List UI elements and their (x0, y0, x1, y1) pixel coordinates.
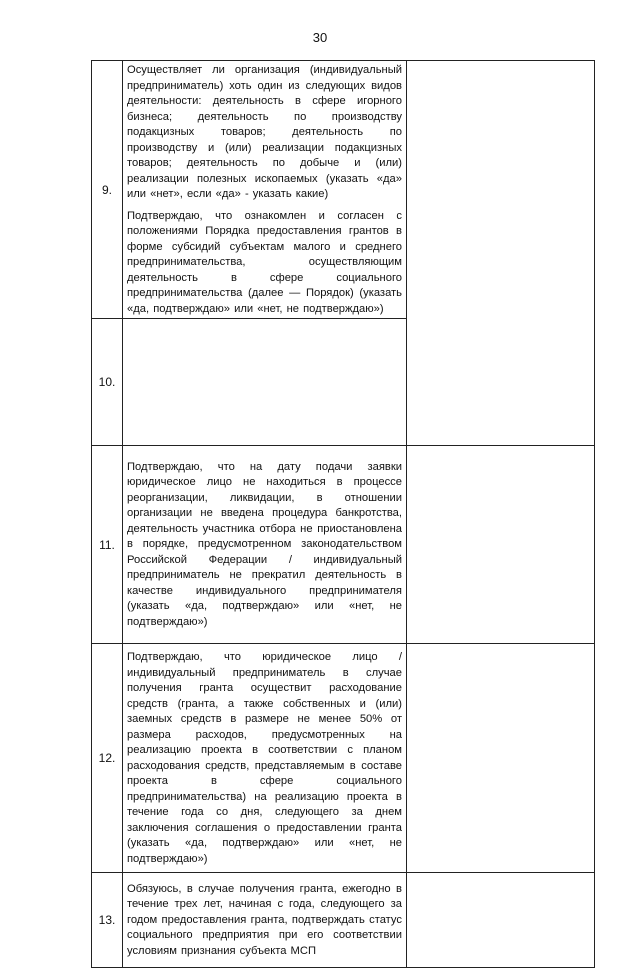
question-text: Обязуюсь, в случае получения гранта, ежегодно в течение трех лет, начиная с года, следующего за годом предоставления гранта, подтверждать статус социального предприятия при его соответствии условиям признания субъекта МСП (127, 882, 402, 957)
answer-cell[interactable] (407, 644, 595, 873)
row-number: 10. (92, 319, 123, 446)
table-row (92, 873, 595, 968)
row-number: 13. (92, 873, 123, 968)
table-row (92, 644, 595, 873)
question-text: Подтверждаю, что ознакомлен и согласен с положениями Порядка предоставления грантов в форме субсидий субъектам малого и среднего предпринимательства, осуществляющим деятельность в сфере социального предпринимательства (далее — Порядок) (указать «да, подтверждаю» или «нет, не подтверждаю») (127, 209, 402, 315)
question-cell (123, 644, 407, 873)
table-row (92, 446, 595, 644)
table-row (92, 61, 595, 319)
question-text: Осуществляет ли организация (индивидуальный предприниматель) хоть один из следующих видов деятельности: деятельность в сфере игорного бизнеса; деятельность по производству подакцизных товаров; деятельность по производству и (или) реализации подакцизных товаров; деятельность по добыче и (или) реализации полезных ископаемых (указать «да» или «нет», если «да» - указать какие) (127, 64, 402, 200)
questionnaire-table (91, 60, 595, 968)
question-cell (123, 446, 407, 644)
row-number: 9. (92, 61, 123, 319)
question-cell (123, 873, 407, 968)
answer-cell[interactable] (407, 873, 595, 968)
answer-cell[interactable] (407, 61, 595, 446)
question-cell (123, 61, 407, 319)
question-text: Подтверждаю, что юридическое лицо / индивидуальный предприниматель в случае получения гранта осуществит расходование средств (гранта, а также собственных и (или) заемных средств в размере не менее 50% от размера расходов, предусмотренных на реализацию проекта в соответствии с планом расходования средств, представляемым в составе проекта в сфере социального предпринимательства) на реализацию проекта в течение года со дня, следующего за днем заключения соглашения о предоставлении гранта (указать «да, подтверждаю» или «нет, не подтверждаю») (127, 651, 402, 865)
question-text: Подтверждаю, что на дату подачи заявки юридическое лицо не находиться в процессе реорганизации, ликвидации, в отношении организации не введена процедура банкротства, деятельность участника отбора не приостановлена в порядке, предусмотренном законодательством Российской Федерации / индивидуальный предприниматель не прекратил деятельность в качестве индивидуального предпринимателя (указать «да, подтверждаю» или «нет, не подтверждаю») (127, 460, 402, 628)
row-number: 11. (92, 446, 123, 644)
answer-cell[interactable] (407, 446, 595, 644)
page-number: 30 (312, 30, 328, 45)
row-number: 12. (92, 644, 123, 873)
